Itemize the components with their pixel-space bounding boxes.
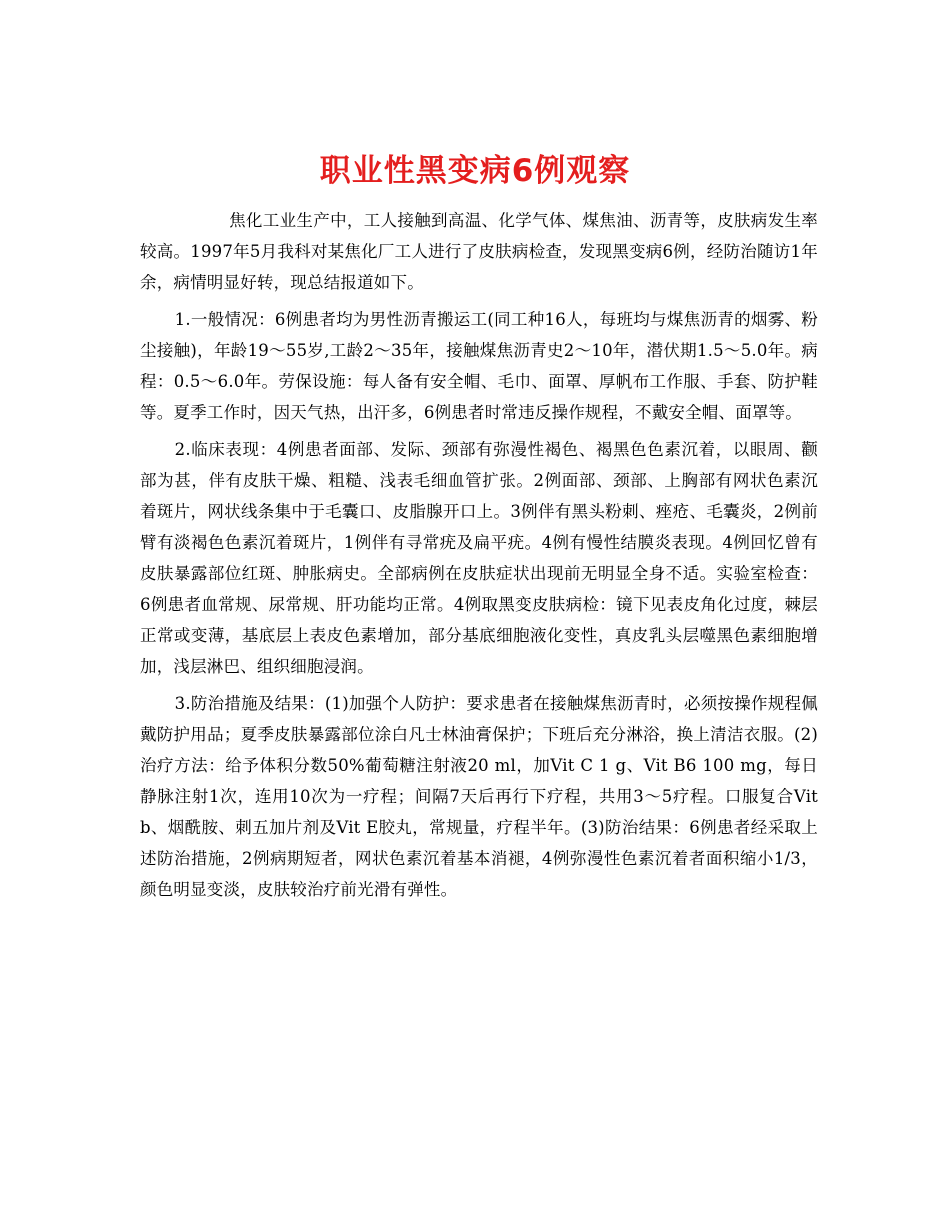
document-title: 职业性黑变病6例观察: [319, 152, 631, 189]
paragraph-treatment-results: 3.防治措施及结果：(1)加强个人防护：要求患者在接触煤焦沥青时，必须按操作规程佩戴防护用品；夏季皮肤暴露部位涂白凡士林油膏保护；下班后充分淋浴，换上清洁衣服。(2)治疗方法：给予体积分数50%葡萄糖注射液20 ml，加Vit C 1 g、Vit B6 100 mg，每日静脉注射1次，连用10次为一疗程；间隔7天后再行下疗程，共用3～5疗程。口服复合Vit b、烟酰胺、刺五加片剂及Vit E胶丸，常规量，疗程半年。(3)防治结果：6例患者经采取上述防治措施，2例病期短者，网状色素沉着基本消褪，4例弥漫性色素沉着者面积缩小1/3，颜色明显变淡，皮肤较治疗前光滑有弹性。: [140, 694, 818, 899]
document-body: [140, 205, 818, 905]
paragraph-general-situation: 1.一般情况：6例患者均为男性沥青搬运工(同工种16人，每班均与煤焦沥青的烟雾、粉尘接触)，年龄19～55岁,工龄2～35年，接触煤焦沥青史2～10年，潜伏期1.5～5.0年。病程：0.5～6.0年。劳保设施：每人备有安全帽、毛巾、面罩、厚帆布工作服、手套、防护鞋等。夏季工作时，因天气热，出汗多，6例患者时常违反操作规程，不戴安全帽、面罩等。: [140, 310, 818, 422]
paragraph-clinical-manifestation: 2.临床表现：4例患者面部、发际、颈部有弥漫性褐色、褐黑色色素沉着，以眼周、颧部为甚，伴有皮肤干燥、粗糙、浅表毛细血管扩张。2例面部、颈部、上胸部有网状色素沉着斑片，网状线条集中于毛囊口、皮脂腺开口上。3例伴有黑头粉刺、痤疮、毛囊炎，2例前臂有淡褐色色素沉着斑片，1例伴有寻常疣及扁平疣。4例有慢性结膜炎表现。4例回忆曾有皮肤暴露部位红斑、肿胀病史。全部病例在皮肤症状出现前无明显全身不适。实验室检查：6例患者血常规、尿常规、肝功能均正常。4例取黑变皮肤病检：镜下见表皮角化过度，棘层正常或变薄，基底层上表皮色素增加，部分基底细胞液化变性，真皮乳头层噬黑色素细胞增加，浅层淋巴、组织细胞浸润。: [140, 440, 818, 676]
paragraph-intro: 焦化工业生产中，工人接触到高温、化学气体、煤焦油、沥青等，皮肤病发生率较高。1997年5月我科对某焦化厂工人进行了皮肤病检查，发现黑变病6例，经防治随访1年余，病情明显好转，现总结报道如下。: [140, 211, 818, 292]
